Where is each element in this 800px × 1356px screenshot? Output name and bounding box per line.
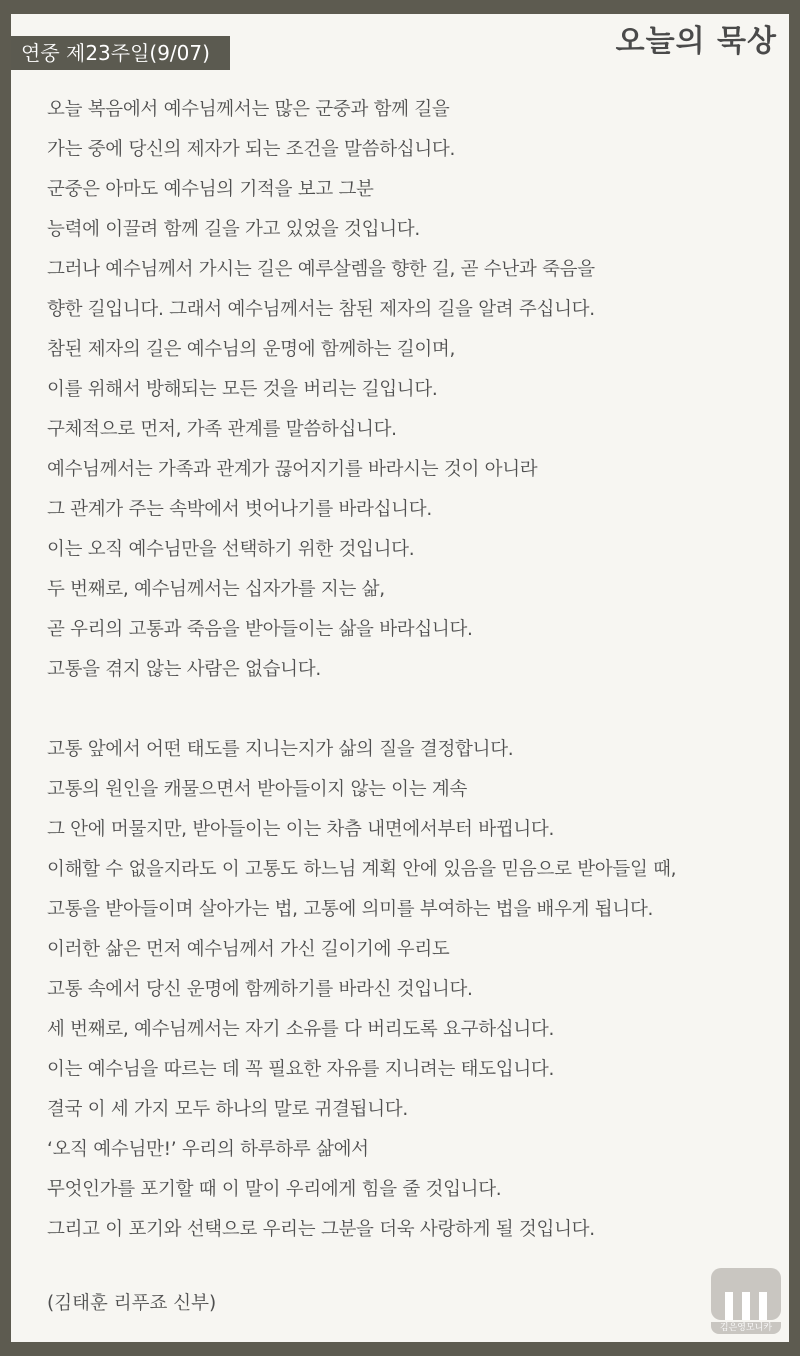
text-line: 곧 우리의 고통과 죽음을 받아들이는 삶을 바라십니다. <box>47 619 473 640</box>
text-line: 그러나 예수님께서 가시는 길은 예루살렘을 향한 길, 곧 수난과 죽음을 <box>47 259 595 280</box>
text-line: 예수님께서는 가족과 관계가 끊어지기를 바라시는 것이 아니라 <box>47 459 538 480</box>
text-line: 능력에 이끌려 함께 길을 가고 있었을 것입니다. <box>47 219 420 240</box>
text-line: 두 번째로, 예수님께서는 십자가를 지는 삶, <box>47 579 385 600</box>
text-line: 고통 앞에서 어떤 태도를 지니는지가 삶의 질을 결정합니다. <box>47 739 514 760</box>
author-signature: (김태훈 리푸죠 신부) <box>47 1293 217 1314</box>
text-line: 고통 속에서 당신 운명에 함께하기를 바라신 것입니다. <box>47 979 473 1000</box>
text-line: 무엇인가를 포기할 때 이 말이 우리에게 힘을 줄 것입니다. <box>47 1179 502 1200</box>
text-line: 이는 예수님을 따르는 데 꼭 필요한 자유를 지니려는 태도입니다. <box>47 1059 555 1080</box>
text-line: 그리고 이 포기와 선택으로 우리는 그분을 더욱 사랑하게 될 것입니다. <box>47 1219 595 1240</box>
watermark-logo <box>711 1268 781 1334</box>
text-line: 세 번째로, 예수님께서는 자기 소유를 다 버리도록 요구하십니다. <box>47 1019 555 1040</box>
text-line: 결국 이 세 가지 모두 하나의 말로 귀결됩니다. <box>47 1099 408 1120</box>
text-line: 구체적으로 먼저, 가족 관계를 말씀하십니다. <box>47 419 397 440</box>
text-line: 이러한 삶은 먼저 예수님께서 가신 길이기에 우리도 <box>47 939 450 960</box>
m-logo-icon <box>711 1268 781 1320</box>
text-line: 향한 길입니다. 그래서 예수님께서는 참된 제자의 길을 알려 주십니다. <box>47 299 595 320</box>
meditation-text <box>47 90 777 1250</box>
text-line: ‘오직 예수님만!’ 우리의 하루하루 삶에서 <box>47 1139 369 1160</box>
text-line: 이해할 수 없을지라도 이 고통도 하느님 계획 안에 있음을 믿음으로 받아들일 때, <box>47 859 677 880</box>
text-line: 가는 중에 당신의 제자가 되는 조건을 말씀하십니다. <box>47 139 456 160</box>
text-line: 오늘 복음에서 예수님께서는 많은 군중과 함께 길을 <box>47 99 450 120</box>
page-title: 오늘의 묵상 <box>615 24 777 59</box>
text-line: 이를 위해서 방해되는 모든 것을 버리는 길입니다. <box>47 379 438 400</box>
text-line: 고통을 받아들이며 살아가는 법, 고통에 의미를 부여하는 법을 배우게 됩니다. <box>47 899 654 920</box>
text-line: 참된 제자의 길은 예수님의 운명에 함께하는 길이며, <box>47 339 456 360</box>
text-line: 고통을 겪지 않는 사람은 없습니다. <box>47 659 321 680</box>
meditation-card <box>11 14 789 1342</box>
paragraph-break <box>47 690 777 730</box>
date-badge: 연중 제23주일(9/07) <box>11 36 230 70</box>
text-line: 그 관계가 주는 속박에서 벗어나기를 바라십니다. <box>47 499 432 520</box>
text-line: 이는 오직 예수님만을 선택하기 위한 것입니다. <box>47 539 415 560</box>
logo-caption: 김은영모니카 <box>711 1322 781 1334</box>
text-line: 그 안에 머물지만, 받아들이는 이는 차츰 내면에서부터 바뀝니다. <box>47 819 555 840</box>
text-line: 군중은 아마도 예수님의 기적을 보고 그분 <box>47 179 374 200</box>
text-line: 고통의 원인을 캐물으면서 받아들이지 않는 이는 계속 <box>47 779 468 800</box>
